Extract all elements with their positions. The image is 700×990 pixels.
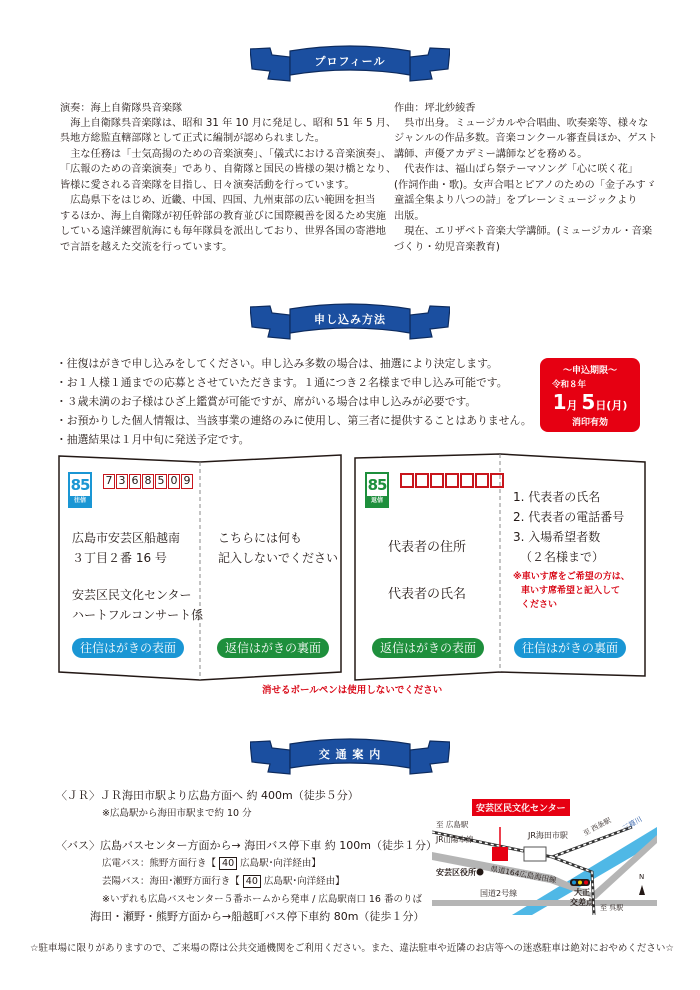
zip-digit: 0	[168, 474, 180, 489]
zip-digit: 7	[103, 474, 115, 489]
map-label: JR海田市駅	[528, 831, 568, 840]
stamp-value: 85	[70, 476, 90, 494]
composer-text-line: 呉市出身。ミュージカルや合唱曲、吹奏楽等、様々な	[404, 118, 649, 129]
section-title: 交 通 案 内	[318, 748, 382, 761]
blank-note: 記入しないでください	[218, 551, 339, 565]
map-label: 県道164広島海田線	[489, 864, 558, 885]
section-banner-access	[250, 738, 450, 778]
zip-digit: 9	[181, 474, 193, 489]
parking-notice: ☆駐車場に限りがありますので、ご来場の際は公共交通機関をご利用ください。また、違法駐車や近隣のお店等への迷惑駐車は絶対におやめください☆	[30, 943, 674, 954]
zip-box	[445, 473, 459, 488]
wheelchair-note: ※車いす席をご希望の方は、	[513, 572, 630, 582]
zip-digit: 3	[116, 474, 128, 489]
stamp-label: 返信	[367, 496, 387, 506]
postcard-reply	[350, 450, 650, 690]
wheelchair-note: 車いす席希望と記入して	[521, 586, 621, 596]
performer-text-line: 海上自衛隊呉音楽隊は、昭和 31 年 10 月に発足し、昭和 51 年 5 月、	[70, 118, 397, 129]
bus-company: 広電バス：熊野方面行き【	[102, 858, 217, 869]
composer-heading: 作曲：坪北紗綾香	[394, 103, 476, 114]
rule-item: ・抽選結果は１月中旬に発送予定です。	[56, 433, 250, 446]
deadline-badge	[540, 358, 640, 432]
stamp-label: 往信	[70, 496, 90, 506]
bus-route	[102, 856, 321, 871]
composer-text-line: ジャンルの作品多数。音楽コンクール審査員ほか、ゲスト	[394, 133, 658, 144]
deadline-era: 令和８年	[552, 380, 587, 390]
address-line: 広島市安芸区船越南	[72, 531, 181, 545]
blank-note: こちらには何も	[218, 531, 303, 545]
required-item: （２名様まで）	[520, 550, 605, 564]
representative-address-label: 代表者の住所	[388, 540, 467, 555]
zip-box	[400, 473, 414, 488]
recipient-line: ハートフルコンサート係	[72, 608, 204, 622]
composer-text-line: 童謡全集より八つの詩」をブレーンミュージックより	[394, 195, 638, 206]
bus-via: 広島駅･向洋経由】	[240, 858, 321, 869]
required-item: 2. 代表者の電話番号	[513, 510, 625, 524]
performer-text-line: 呉地方総監直轄部隊として正式に編制が認められました。	[60, 133, 325, 144]
bus-via: 広島駅･向洋経由】	[263, 876, 345, 887]
map-label: 交差点	[570, 898, 594, 907]
bus-number: 40	[243, 875, 261, 888]
address-line: ３丁目２番 16 号	[72, 551, 167, 565]
zip-box	[490, 473, 504, 488]
bus-company: 芸陽バス：海田･瀬野方面行き【	[102, 876, 240, 887]
bus-note: ※いずれも広島バスセンター５番ホームから発車 / 広島駅南口 16 番のりば	[102, 894, 422, 905]
map-label: 国道2号線	[480, 889, 518, 898]
zip-digit: 6	[129, 474, 141, 489]
performer-text-line: している遠洋練習航海にも毎年隊員を派出しており、世界各国の寄港地	[60, 226, 386, 237]
composer-text-line: 代表作は、福山ばら祭テーマソング「心に咲く花」	[404, 164, 638, 175]
bus-directions: 〈バス〉広島バスセンター方面から→ 海田バス停下車 約 100m（徒歩１分）	[56, 839, 437, 852]
map-label: 至 呉駅	[600, 904, 624, 912]
jr-directions: 〈ＪＲ〉ＪＲ海田市駅より広島方面へ 約 400m（徒歩５分）	[56, 789, 359, 802]
bus-directions-2: 海田・瀬野・熊野方面から→船越町バス停下車約 80m（徒歩１分）	[90, 910, 425, 923]
outgoing-back-label: 往信はがきの裏面	[514, 638, 626, 658]
north-label: N	[639, 873, 645, 881]
postal-code-empty	[400, 473, 504, 488]
rule-item: ・３歳未満のお子様はひざ上鑑賞が可能ですが、席がいる場合は申し込みが必要です。	[56, 395, 477, 408]
performer-text-line: 「広報のための音楽演奏」であり、自衛隊と国民の皆様の架け橋となり、	[60, 164, 397, 175]
deadline-month: 1	[552, 390, 567, 414]
composer-text-line: づくり・幼児音楽教育)	[394, 242, 500, 253]
recipient-line: 安芸区民文化センター	[72, 588, 192, 602]
map-label: 安芸区役所	[436, 868, 476, 877]
deadline-day-unit: 日(月)	[595, 399, 628, 412]
performer-heading: 演奏：海上自衛隊呉音楽隊	[60, 103, 183, 114]
composer-text-line: 現在、エリザベト音楽大学講師。(ミュージカル・音楽	[404, 226, 653, 237]
zip-box	[475, 473, 489, 488]
stamp-icon	[365, 472, 389, 508]
performer-text-line: 主な任務は「士気高揚のための音楽演奏」、「儀式における音楽演奏」、	[70, 149, 392, 160]
map-label: 至 広島駅	[436, 820, 469, 829]
pen-warning: 消せるボールペンは使用しないでください	[262, 685, 443, 696]
bus-number: 40	[219, 857, 237, 870]
performer-text-line: で言語を越えた交流を行っています。	[60, 242, 233, 253]
zip-box	[460, 473, 474, 488]
postcard-outgoing	[55, 450, 345, 690]
deadline-date	[540, 390, 640, 414]
section-title: 申し込み方法	[314, 313, 386, 326]
performer-text-line: 皆様に愛される音楽隊を目指し、日々演奏活動を行っています。	[60, 180, 355, 191]
rule-item: ・お１人様１通までの応募とさせていただきます。１通につき２名様まで申し込み可能です。	[56, 376, 508, 389]
reply-front-label: 返信はがきの表面	[372, 638, 484, 658]
outgoing-front-label: 往信はがきの表面	[72, 638, 184, 658]
deadline-day: 5	[581, 390, 596, 414]
composer-text-line: 出版。	[394, 211, 425, 222]
rule-item: ・お預かりした個人情報は、当該事業の連絡のみに使用し、第三者に提供することはありません。	[56, 414, 532, 427]
representative-name-label: 代表者の氏名	[388, 587, 467, 602]
jr-note: ※広島駅から海田市駅まで約 10 分	[102, 808, 252, 819]
zip-digit: 5	[155, 474, 167, 489]
required-item: 1. 代表者の氏名	[513, 490, 601, 504]
bus-route	[102, 874, 345, 889]
section-banner-application	[250, 303, 450, 343]
required-item: 3. 入場希望者数	[513, 530, 601, 544]
map-label: 大正	[574, 888, 590, 897]
composer-text-line: (作詞作曲・歌)。女声合唱とピアノのための「金子みすゞ	[394, 180, 656, 191]
map-label: JR山陽本線	[436, 835, 474, 844]
section-banner-profile	[250, 45, 450, 85]
deadline-title: ～申込期限～	[562, 366, 617, 376]
zip-box	[415, 473, 429, 488]
performer-text-line: 広島県下をはじめ、近畿、中国、四国、九州東部の広い範囲を担当	[70, 195, 376, 206]
performer-text-line: するほか、海上自衛隊が初任幹部の教育並びに国際親善を図るため実施	[60, 211, 386, 222]
composer-text-line: 講師、声優アカデミー講師などを務める。	[394, 149, 588, 160]
venue-label: 安芸区民文化センター	[472, 799, 570, 816]
wheelchair-note: ください	[521, 600, 558, 610]
zip-box	[430, 473, 444, 488]
access-map	[432, 797, 657, 915]
reply-back-label: 返信はがきの裏面	[217, 638, 329, 658]
stamp-icon	[68, 472, 92, 508]
rule-item: ・往復はがきで申し込みをしてください。申し込み多数の場合は、抽選により決定します。	[56, 357, 498, 370]
map-label: 至 西条駅	[581, 816, 613, 838]
deadline-note: 消印有効	[571, 418, 608, 428]
section-title: プロフィール	[314, 55, 386, 68]
zip-digit: 8	[142, 474, 154, 489]
map-label: 三篠川	[621, 815, 644, 833]
stamp-value: 85	[367, 476, 387, 494]
postal-code	[103, 474, 193, 489]
deadline-month-unit: 月	[566, 399, 578, 412]
